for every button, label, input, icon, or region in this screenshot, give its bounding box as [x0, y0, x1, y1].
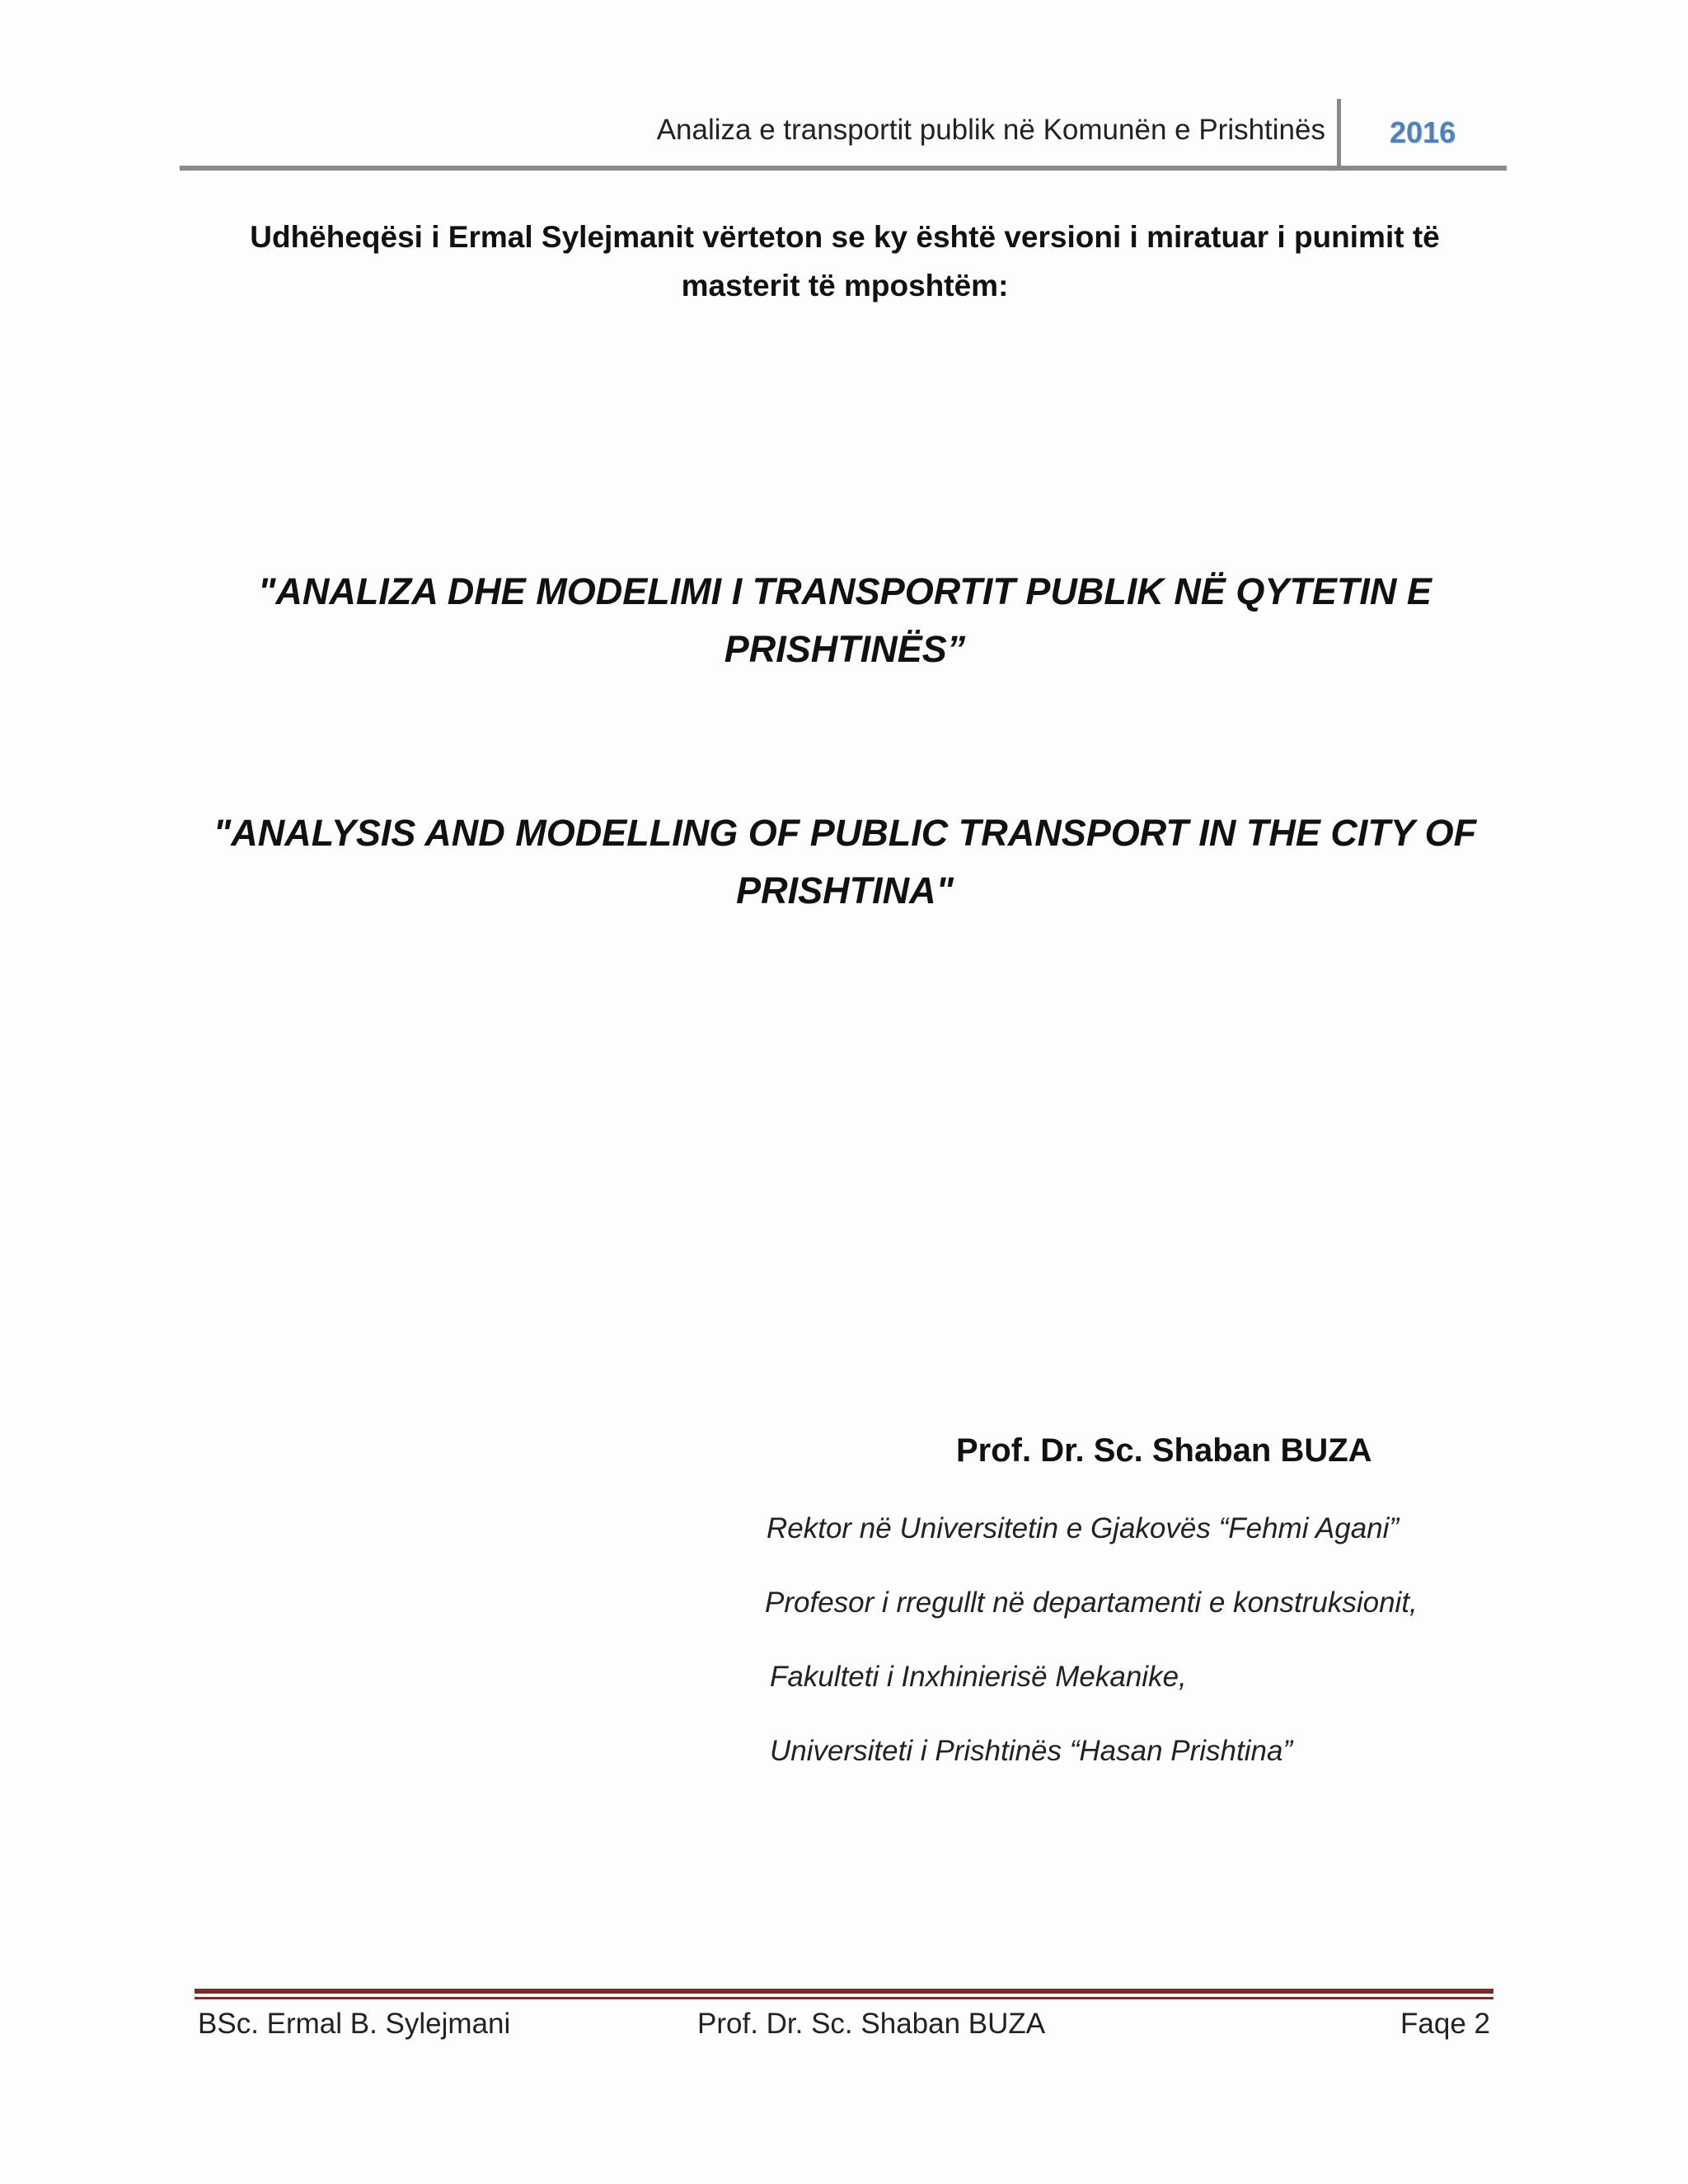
intro-statement: Udhëheqësi i Ermal Sylejmanit vërteton se ky është versioni i miratuar i punimit të masterit të mposhtëm: — [250, 220, 1440, 303]
footer-rule — [195, 1989, 1493, 1994]
supervisor-role-professor: Profesor i rregullt në departamenti e konstruksionit, — [765, 1586, 1418, 1619]
thesis-title-english: "ANALYSIS AND MODELLING OF PUBLIC TRANSPORT IN THE CITY OF PRISHTINA" — [213, 812, 1477, 912]
header-title: Analiza e transportit publik në Komunën e Prishtinës — [656, 114, 1325, 146]
footer-page-number: Faqe 2 — [1400, 2008, 1490, 2040]
thesis-title-albanian: "ANALIZA DHE MODELIMI I TRANSPORTIT PUBLIK NË QYTETIN E PRISHTINËS” — [258, 570, 1432, 670]
supervisor-role-rector: Rektor në Universitetin e Gjakovës “Fehmi Agani” — [767, 1512, 1400, 1544]
footer-rule-thin — [195, 1997, 1493, 1999]
header-year: 2016 — [1390, 115, 1456, 149]
supervisor-university: Universiteti i Prishtinës “Hasan Prishtina” — [770, 1735, 1293, 1767]
header-divider — [1337, 99, 1341, 170]
supervisor-name: Prof. Dr. Sc. Shaban BUZA — [956, 1432, 1372, 1469]
footer-supervisor: Prof. Dr. Sc. Shaban BUZA — [697, 2008, 1046, 2040]
header-rule — [180, 166, 1507, 171]
supervisor-faculty: Fakulteti i Inxhinierisë Mekanike, — [770, 1661, 1187, 1693]
footer-author: BSc. Ermal B. Sylejmani — [198, 2008, 511, 2040]
